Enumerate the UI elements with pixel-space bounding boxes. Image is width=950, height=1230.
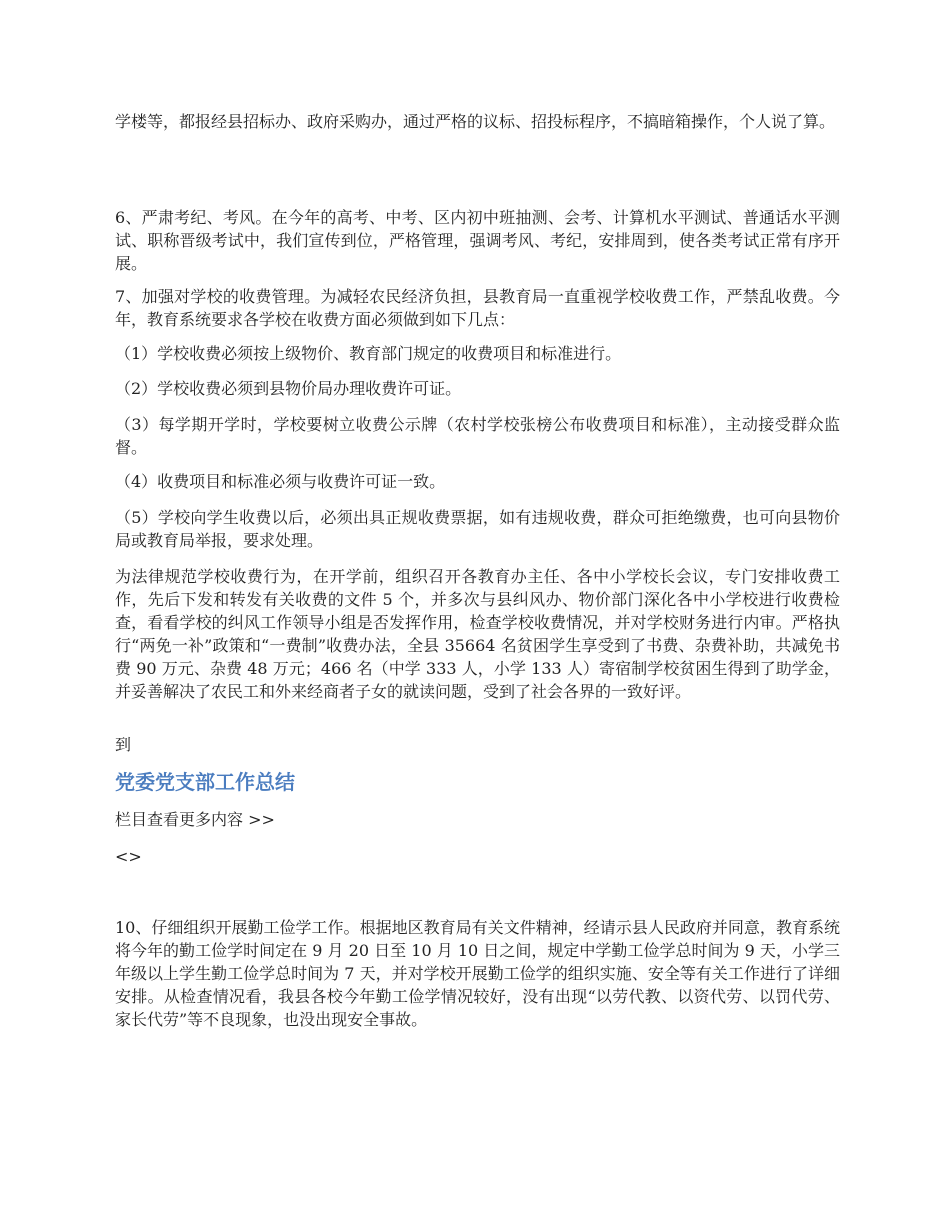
paragraph-fee-management: 7、加强对学校的收费管理。为减轻农民经济负担，县教育局一直重视学校收费工作，严禁乱收费。今年，教育系统要求各学校在收费方面必须做到如下几点： [115, 287, 840, 329]
list-item-fee-rule-5: （5）学校向学生收费以后，必须出具正规收费票据，如有违规收费，群众可拒绝缴费，也可向县物价局或教育局举报，要求处理。 [115, 508, 840, 550]
list-item-fee-rule-1: （1）学校收费必须按上级物价、教育部门规定的收费项目和标准进行。 [115, 344, 622, 363]
paragraph-fragment: 到 [115, 735, 132, 754]
navigation-brackets: <> [115, 847, 142, 866]
paragraph-fee-regulation: 为法律规范学校收费行为，在开学前，组织召开各教育办主任、各中小学校长会议，专门安排收费工作，先后下发和转发有关收费的文件 5 个，并多次与县纠风办、物价部门深化各中小学校进行收费检查，看看学校的纠风工作领导小组是否发挥作用，检查学校收费情况，并对学校财务进行内审。严格执行“两免一补”政策和“一费制”收费办法，全县 35664 名贫困学生享受到了书费、杂费补助，共减免书费 90 万元、杂费 48 万元；466 名（中学 333 人，小学 133 人）寄宿制学校贫困生得到了助学金，并妥善解决了农民工和外来经商者子女的就读问题，受到了社会各界的一致好评。 [115, 567, 840, 701]
list-item-fee-rule-2: （2）学校收费必须到县物价局办理收费许可证。 [115, 379, 462, 398]
paragraph-exam-discipline: 6、严肃考纪、考风。在今年的高考、中考、区内初中班抽测、会考、计算机水平测试、普通话水平测试、职称晋级考试中，我们宣传到位，严格管理，强调考风、考纪，安排周到，使各类考试正常有序开展。 [115, 208, 840, 273]
paragraph-teaching-building: 学楼等，都报经县招标办、政府采购办，通过严格的议标、招投标程序，不搞暗箱操作，个人说了算。 [115, 112, 836, 131]
list-item-fee-rule-3: （3）每学期开学时，学校要树立收费公示牌（农村学校张榜公布收费项目和标准），主动接受群众监督。 [115, 415, 840, 457]
section-heading-link[interactable]: 党委党支部工作总结 [115, 770, 295, 794]
more-content-link[interactable]: 栏目查看更多内容 >> [115, 810, 275, 829]
paragraph-work-study: 10、仔细组织开展勤工俭学工作。根据地区教育局有关文件精神，经请示县人民政府并同意，教育系统将今年的勤工俭学时间定在 9 月 20 日至 10 月 10 日之间，规定中学勤工俭学总时间为 9 天，小学三年级以上学生勤工俭学总时间为 7 天，并对学校开展勤工俭学的组织实施、安全等有关工作进行了详细安排。从检查情况看，我县各校今年勤工俭学情况较好，没有出现“以劳代教、以资代劳、以罚代劳、家长代劳”等不良现象，也没出现安全事故。 [115, 918, 840, 1029]
list-item-fee-rule-4: （4）收费项目和标准必须与收费许可证一致。 [115, 472, 446, 491]
